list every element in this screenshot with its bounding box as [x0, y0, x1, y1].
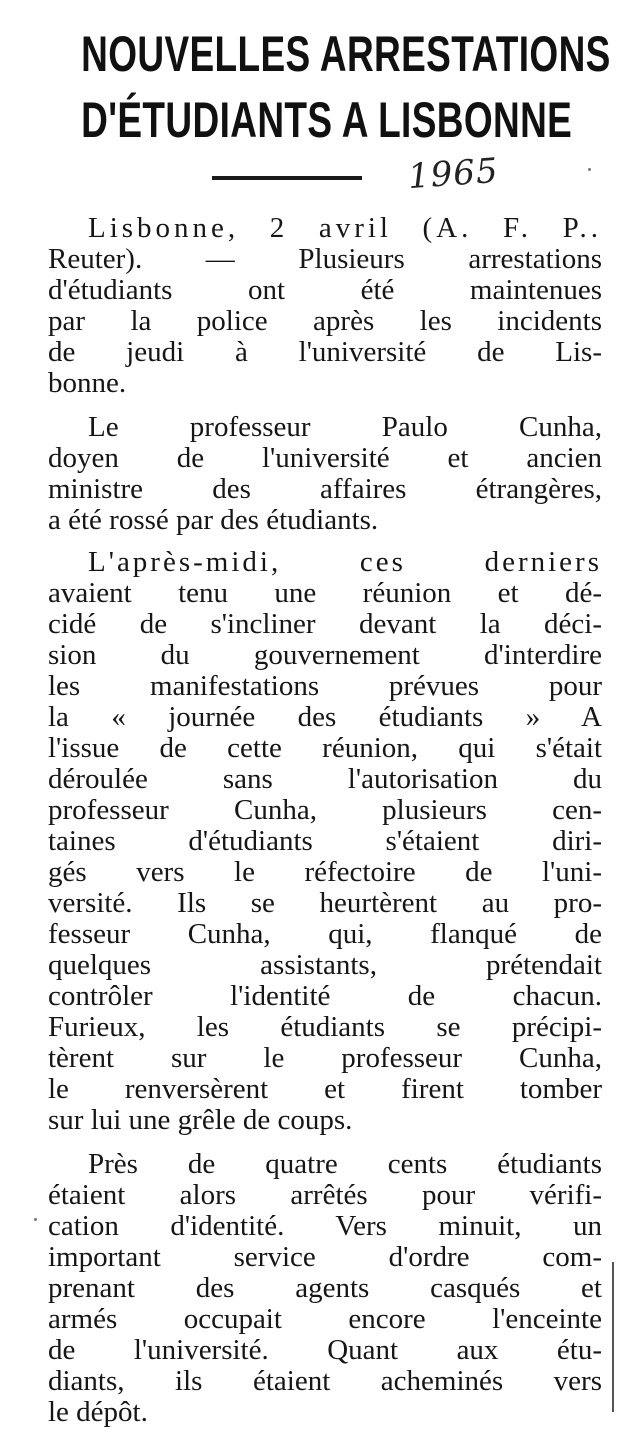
- clipping-edge-mark: [612, 1262, 614, 1412]
- body-line: important service d'ordre com-: [48, 1241, 602, 1273]
- body-line: étaient alors arrêtés pour vérifi-: [48, 1179, 602, 1211]
- body-line: professeur Cunha, plusieurs cen-: [48, 794, 602, 826]
- body-line: la « journée des étudiants » A: [48, 701, 602, 733]
- body-line: de jeudi à l'université de Lis-: [48, 336, 602, 368]
- headline-line-2: D'ÉTUDIANTS A LISBONNE: [81, 92, 573, 148]
- body-line: tèrent sur le professeur Cunha,: [48, 1042, 602, 1074]
- body-line: contrôler l'identité de chacun.: [48, 980, 602, 1012]
- body-line: déroulée sans l'autorisation du: [48, 763, 602, 795]
- body-line: de l'université. Quant aux étu-: [48, 1334, 602, 1366]
- body-line: L'après-midi, ces derniers: [88, 546, 602, 578]
- body-line: bonne.: [48, 367, 127, 399]
- handwritten-year-annotation: 1965: [406, 150, 500, 198]
- body-line: Près de quatre cents étudiants: [88, 1148, 602, 1180]
- body-line: ministre des affaires étrangères,: [48, 473, 602, 505]
- body-line: quelques assistants, prétendait: [48, 949, 602, 981]
- headline-rule: [212, 176, 362, 180]
- body-line: les manifestations prévues pour: [48, 670, 602, 702]
- body-line: prenant des agents casqués et: [48, 1272, 602, 1304]
- body-line: gés vers le réfectoire de l'uni-: [48, 856, 602, 888]
- body-line: a été rossé par des étudiants.: [48, 504, 379, 536]
- body-line: cidé de s'incliner devant la déci-: [48, 608, 602, 640]
- body-line: Lisbonne, 2 avril (A. F. P..: [88, 212, 602, 244]
- body-line: le dépôt.: [48, 1396, 148, 1428]
- body-line: taines d'étudiants s'étaient diri-: [48, 825, 602, 857]
- body-line: Furieux, les étudiants se précipi-: [48, 1011, 602, 1043]
- body-line: d'étudiants ont été maintenues: [48, 274, 602, 306]
- body-line: par la police après les incidents: [48, 305, 602, 337]
- body-line: le renversèrent et firent tomber: [48, 1073, 602, 1105]
- body-line: sion du gouvernement d'interdire: [48, 639, 602, 671]
- body-line: avaient tenu une réunion et dé-: [48, 577, 602, 609]
- body-line: fesseur Cunha, qui, flanqué de: [48, 918, 602, 950]
- body-line: Le professeur Paulo Cunha,: [88, 411, 602, 443]
- body-line: sur lui une grêle de coups.: [48, 1104, 353, 1136]
- body-line: l'issue de cette réunion, qui s'était: [48, 732, 602, 764]
- print-speck: [588, 168, 591, 171]
- body-line: versité. Ils se heurtèrent au pro-: [48, 887, 602, 919]
- print-speck: [34, 1218, 37, 1221]
- headline-line-1: NOUVELLES ARRESTATIONS: [81, 26, 611, 82]
- body-line: armés occupait encore l'enceinte: [48, 1303, 602, 1335]
- body-line: Reuter). — Plusieurs arrestations: [48, 243, 602, 275]
- body-line: diants, ils étaient acheminés vers: [48, 1365, 602, 1397]
- body-line: doyen de l'université et ancien: [48, 442, 602, 474]
- body-line: cation d'identité. Vers minuit, un: [48, 1210, 602, 1242]
